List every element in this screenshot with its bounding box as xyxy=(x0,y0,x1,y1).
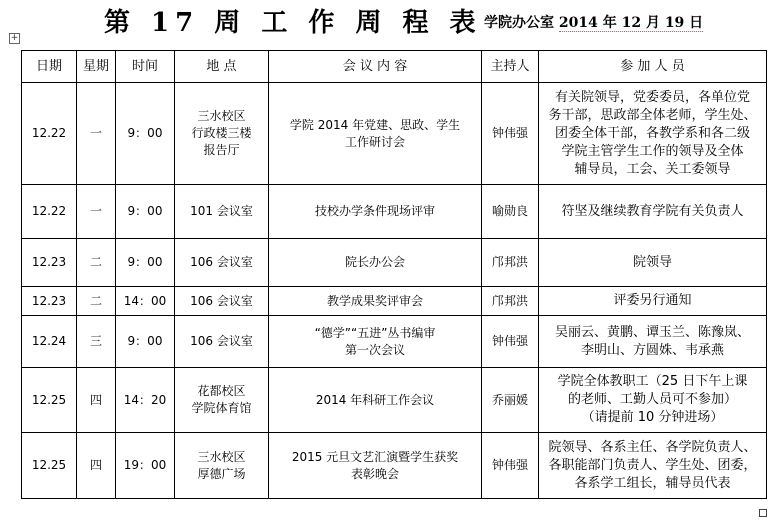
cell-weekday: 四 xyxy=(77,433,116,499)
cell-date: 12.22 xyxy=(22,83,77,185)
cell-participants-line: 团委全体干部，各教学系和各二级 xyxy=(554,125,750,141)
cell-participants-line: 的老师、工勤人员可不参加） xyxy=(567,392,737,407)
cell-date: 12.24 xyxy=(22,316,77,368)
table-row xyxy=(22,185,767,239)
cell-content-line: “德学”“五进”丛书编审 xyxy=(314,325,436,340)
cell-content xyxy=(269,316,482,368)
table-resize-handle-icon[interactable] xyxy=(759,509,767,517)
cell-participants-line: 学院主管学生工作的领导及全体 xyxy=(561,143,744,159)
cell-host: 喻勋良 xyxy=(482,185,539,239)
cell-participants-line: 符坚及继续教育学院有关负责人 xyxy=(561,203,744,219)
table-row xyxy=(22,368,767,433)
cell-location-line: 106 会议室 xyxy=(190,334,253,348)
table-row xyxy=(22,316,767,368)
cell-participants-line: 评委另行通知 xyxy=(613,293,692,308)
cell-content xyxy=(269,287,482,316)
cell-participants xyxy=(539,287,767,316)
table-row xyxy=(22,83,767,185)
office-date xyxy=(484,12,703,32)
cell-content-line: 学院 2014 年党建、思政、学生 xyxy=(289,117,461,132)
cell-location-line: 三水校区 xyxy=(197,109,246,123)
cell-host: 钟伟强 xyxy=(482,83,539,185)
cell-location-line: 106 会议室 xyxy=(190,293,253,308)
cell-host: 乔丽媛 xyxy=(482,368,539,433)
cell-host: 邝邦洪 xyxy=(482,287,539,316)
cell-participants xyxy=(539,433,767,499)
cell-host: 钟伟强 xyxy=(482,316,539,368)
cell-date: 12.23 xyxy=(22,287,77,316)
cell-time: 9：00 xyxy=(116,185,175,239)
cell-location-line: 行政楼三楼 xyxy=(191,126,252,140)
table-row xyxy=(22,433,767,499)
cell-content xyxy=(269,368,482,433)
cell-content-line: 教学成果奖评审会 xyxy=(326,293,423,308)
cell-content-line: 技校办学条件现场评审 xyxy=(314,204,435,218)
cell-content xyxy=(269,185,482,239)
col-header-content: 会 议 内 容 xyxy=(269,51,482,83)
cell-location xyxy=(175,368,269,433)
cell-host: 邝邦洪 xyxy=(482,239,539,287)
cell-content xyxy=(269,433,482,499)
cell-location-line: 花都校区 xyxy=(197,384,246,398)
table-move-handle-icon[interactable]: + xyxy=(10,33,19,43)
cell-time: 9：00 xyxy=(116,316,175,368)
cell-participants xyxy=(539,368,767,433)
cell-participants-line: 院领导 xyxy=(632,254,672,270)
cell-content-line: 院长办公会 xyxy=(344,255,405,269)
header-row xyxy=(22,51,767,83)
col-header-participants: 参 加 人 员 xyxy=(539,51,767,83)
cell-participants-line: 学院全体教职工（25 日下午上课 xyxy=(557,374,748,389)
cell-weekday: 四 xyxy=(77,368,116,433)
cell-content-line: 2015 元旦文艺汇演暨学生获奖 xyxy=(291,449,459,464)
col-header-time: 时间 xyxy=(116,51,175,83)
col-header-weekday: 星期 xyxy=(77,51,116,83)
cell-location-line: 三水校区 xyxy=(197,449,246,464)
cell-weekday: 一 xyxy=(77,185,116,239)
cell-weekday: 二 xyxy=(77,287,116,316)
cell-date: 12.25 xyxy=(22,433,77,499)
cell-location-line: 报告厅 xyxy=(203,143,240,157)
cell-weekday: 三 xyxy=(77,316,116,368)
cell-participants-line: 院领导、各系主任、各学院负责人、 xyxy=(548,439,757,455)
schedule-table xyxy=(21,50,767,499)
cell-location-line: 厚德广场 xyxy=(197,466,246,481)
cell-participants-line: 李明山、方圆姝、韦承燕 xyxy=(580,342,724,358)
cell-participants-line: 各系学工组长，辅导员代表 xyxy=(574,475,731,491)
cell-location xyxy=(175,316,269,368)
table-row xyxy=(22,287,767,316)
cell-time: 14：20 xyxy=(116,368,175,433)
cell-participants xyxy=(539,185,767,239)
cell-date: 12.25 xyxy=(22,368,77,433)
cell-participants-line: 各职能部门负责人、学生处、团委， xyxy=(548,457,757,473)
col-header-location: 地 点 xyxy=(175,51,269,83)
cell-time: 9：00 xyxy=(116,83,175,185)
cell-participants-line: 务干部，思政部全体老师，学生处、 xyxy=(548,107,757,123)
cell-participants-line: （请提前 10 分钟进场） xyxy=(581,410,724,425)
cell-location xyxy=(175,287,269,316)
col-header-host: 主持人 xyxy=(482,51,539,83)
cell-weekday: 一 xyxy=(77,83,116,185)
cell-content xyxy=(269,83,482,185)
cell-participants-line: 吴丽云、黄鹏、谭玉兰、陈豫岚、 xyxy=(554,324,750,340)
cell-location-line: 106 会议室 xyxy=(190,255,253,269)
header xyxy=(0,0,784,40)
cell-participants-line: 辅导员，工会、关工委领导 xyxy=(574,161,731,177)
cell-participants xyxy=(539,83,767,185)
table-row xyxy=(22,239,767,287)
page-title: 第 17 周 工 作 周 程 表 xyxy=(104,8,482,38)
issue-date: 2014 年 12 月 19 日 xyxy=(558,15,704,31)
cell-time: 9：00 xyxy=(116,239,175,287)
cell-date: 12.23 xyxy=(22,239,77,287)
cell-location-line: 学院体育馆 xyxy=(191,401,252,415)
cell-content-line: 表彰晚会 xyxy=(350,466,399,481)
cell-content-line: 2014 年科研工作会议 xyxy=(315,392,435,407)
cell-content-line: 工作研讨会 xyxy=(344,134,405,149)
cell-location xyxy=(175,83,269,185)
cell-content xyxy=(269,239,482,287)
cell-time: 14：00 xyxy=(116,287,175,316)
cell-time: 19：00 xyxy=(116,433,175,499)
cell-content-line: 第一次会议 xyxy=(344,342,405,357)
cell-participants xyxy=(539,239,767,287)
cell-location xyxy=(175,239,269,287)
cell-location xyxy=(175,185,269,239)
cell-location xyxy=(175,433,269,499)
cell-participants-line: 有关院领导，党委委员，各单位党 xyxy=(554,89,750,105)
cell-weekday: 二 xyxy=(77,239,116,287)
cell-host: 钟伟强 xyxy=(482,433,539,499)
office-name: 学院办公室 xyxy=(484,15,554,31)
col-header-date: 日期 xyxy=(22,51,77,83)
cell-location-line: 101 会议室 xyxy=(190,204,253,218)
cell-date: 12.22 xyxy=(22,185,77,239)
cell-participants xyxy=(539,316,767,368)
